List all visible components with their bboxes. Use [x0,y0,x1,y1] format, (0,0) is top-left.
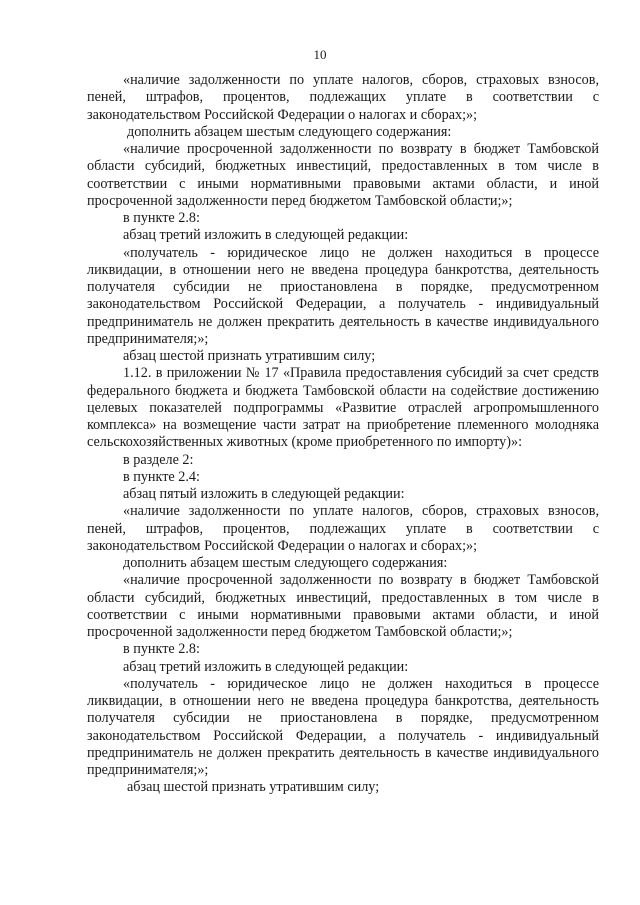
paragraph-2: дополнить абзацем шестым следующего содержания: [127,123,452,140]
paragraph-7: абзац шестой признать утратившим силу; [123,348,376,364]
paragraph-9: в разделе 2: [123,451,194,468]
paragraph-8: 1.12. в приложении № 17 «Правила предоставления субсидий за счет средств федерального бюджета и бюджета Тамбовской области на содействие достижению целевых показателей подпрограммы «Развитие отраслей агропромышленного комплекса» на возмещение части затрат на приобретение племенного молодняка сельскохозяйственных животных (кроме приобретенного по импорту)»: [87,365,599,451]
paragraph-4: в пункте 2.8: [123,210,200,226]
paragraph-18: абзац шестой признать утратившим силу; [127,779,380,796]
page-number: 10 [313,47,327,62]
paragraph-13: дополнить абзацем шестым следующего содержания: [123,555,448,571]
paragraph-10: в пункте 2.4: [123,468,200,485]
paragraph-17: «получатель - юридическое лицо не должен находиться в процессе ликвидации, в отношении него не введена процедура банкротства, деятельность получателя субсидии не приостановлена в порядке, предусмотренном законодательством Российской Федерации, а получатель - индивидуальный предприниматель не должен прекратить деятельность в качестве индивидуального предпринимателя;»; [87,675,599,778]
paragraph-11: абзац пятый изложить в следующей редакции: [123,486,405,502]
paragraph-5: абзац третий изложить в следующей редакции: [123,227,409,244]
paragraph-3: «наличие просроченной задолженности по возврату в бюджет Тамбовской области субсидий, бюджетных инвестиций, предоставленных в том числе в соответствии с иными нормативными правовыми актами области, и иной просроченной задолженности перед бюджетом Тамбовской области;»; [87,141,599,209]
paragraph-1: «наличие задолженности по уплате налогов, сборов, страховых взносов, пеней, штрафов, процентов, подлежащих уплате в соответствии с законодательством Российской Федерации о налогах и сборах;»; [87,72,599,123]
paragraph-16: абзац третий изложить в следующей редакции: [123,658,409,675]
paragraph-6: «получатель - юридическое лицо не должен находиться в процессе ликвидации, в отношении него не введена процедура банкротства, деятельность получателя субсидии не приостановлена в порядке, предусмотренном законодательством Российской Федерации, а получатель - индивидуальный предприниматель не должен прекратить деятельность в качестве индивидуального предпринимателя;»; [87,244,599,347]
paragraph-15: в пункте 2.8: [123,641,200,658]
document-body [87,72,599,797]
paragraph-12: «наличие задолженности по уплате налогов, сборов, страховых взносов, пеней, штрафов, процентов, подлежащих уплате в соответствии с законодательством Российской Федерации о налогах и сборах;»; [87,503,599,554]
paragraph-14: «наличие просроченной задолженности по возврату в бюджет Тамбовской области субсидий, бюджетных инвестиций, предоставленных в том числе в соответствии с иными нормативными правовыми актами области, и иной просроченной задолженности перед бюджетом Тамбовской области;»; [87,572,599,640]
